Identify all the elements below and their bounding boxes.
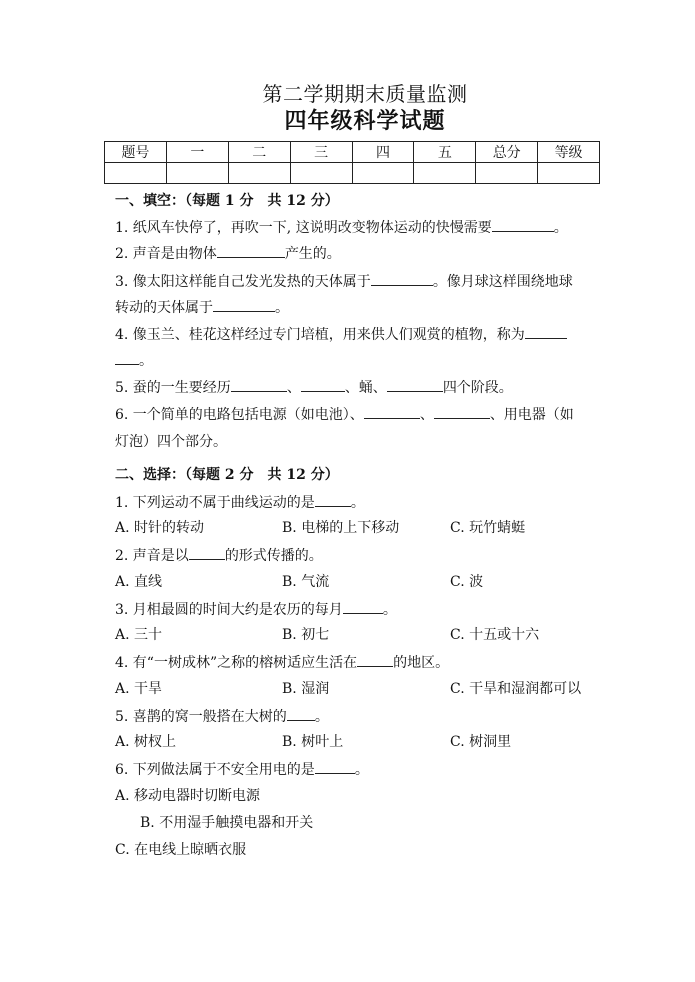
option-c[interactable]: C. 波 <box>450 574 484 590</box>
fill-question-2 <box>115 243 341 264</box>
score-header-cell: 等级 <box>538 142 600 163</box>
answer-blank[interactable] <box>364 404 420 419</box>
question-text: 。 <box>139 353 153 369</box>
score-header-cell: 二 <box>228 142 290 163</box>
choice-question-1 <box>115 492 365 513</box>
fill-question-4 <box>115 324 567 345</box>
section-1-heading: 一、填空：（每题 1 分 共 12 分） <box>115 193 339 209</box>
exam-title: 第二学期期末质量监测 <box>262 82 468 106</box>
score-header-cell: 一 <box>166 142 228 163</box>
option-a[interactable]: A. 移动电器时切断电源 <box>115 788 261 804</box>
question-text: 。像月球这样围绕地球 <box>432 274 573 290</box>
fill-question-1 <box>115 217 568 238</box>
score-table-header-row <box>105 142 600 163</box>
choice-question-3 <box>115 599 397 620</box>
question-text: 、 <box>286 380 301 396</box>
question-text: 3. 像太阳这样能自己发光发热的天体属于 <box>115 274 371 290</box>
section-2-heading: 二、选择：（每题 2 分 共 12 分） <box>115 467 339 483</box>
option-c[interactable]: C. 在电线上晾晒衣服 <box>115 842 247 858</box>
question-text: 4. 像玉兰、桂花这样经过专门培植，用来供人们观赏的植物，称为 <box>115 327 525 343</box>
score-table-entry-row <box>105 163 600 184</box>
question-text: 、用电器（如 <box>489 407 574 423</box>
answer-blank[interactable] <box>343 599 383 614</box>
question-text: 。 <box>553 220 568 236</box>
choice-question-2 <box>115 545 323 566</box>
question-text: 1. 纸风车快停了，再吹一下, 这说明改变物体运动的快慢需要 <box>115 220 492 236</box>
question-text: 的形式传播的。 <box>224 548 323 564</box>
question-text: 1. 下列运动不属于曲线运动的是 <box>115 495 315 511</box>
option-c[interactable]: C. 十五或十六 <box>450 627 540 643</box>
score-entry-cell[interactable] <box>105 163 167 184</box>
question-text: 5. 喜鹊的窝一般搭在大树的 <box>115 709 287 725</box>
fill-question-4-cont <box>115 350 153 371</box>
option-b[interactable]: B. 树叶上 <box>282 734 344 750</box>
option-a[interactable]: A. 三十 <box>115 627 163 643</box>
fill-question-3 <box>115 271 573 292</box>
score-header-cell: 五 <box>414 142 476 163</box>
question-text: 6. 下列做法属于不安全用电的是 <box>115 762 315 778</box>
option-a[interactable]: A. 直线 <box>115 574 163 590</box>
option-b[interactable]: B. 初七 <box>282 627 330 643</box>
option-b[interactable]: B. 湿润 <box>282 681 330 697</box>
score-header-cell: 三 <box>290 142 352 163</box>
score-entry-cell[interactable] <box>352 163 414 184</box>
option-a[interactable]: A. 树杈上 <box>115 734 177 750</box>
option-b[interactable]: B. 电梯的上下移动 <box>282 520 400 536</box>
question-text: 。 <box>314 709 329 725</box>
answer-blank[interactable] <box>357 652 393 667</box>
score-entry-cell[interactable] <box>414 163 476 184</box>
question-text: 。 <box>275 300 289 316</box>
question-text: 2. 声音是由物体 <box>115 246 217 262</box>
question-text: 、 <box>419 407 434 423</box>
option-b[interactable]: B. 不用湿手触摸电器和开关 <box>140 815 314 831</box>
answer-blank[interactable] <box>492 217 554 232</box>
answer-blank[interactable] <box>189 545 225 560</box>
question-text: 6. 一个简单的电路包括电源（如电池）、 <box>115 407 364 423</box>
answer-blank[interactable] <box>315 759 355 774</box>
score-entry-cell[interactable] <box>476 163 538 184</box>
option-a[interactable]: A. 干旱 <box>115 681 163 697</box>
question-text: 、蛹、 <box>344 380 387 396</box>
question-text: 产生的。 <box>284 246 341 262</box>
question-text: 。 <box>354 762 369 778</box>
question-text: 。 <box>350 495 365 511</box>
score-header-cell: 总分 <box>476 142 538 163</box>
score-entry-cell[interactable] <box>166 163 228 184</box>
answer-blank[interactable] <box>231 377 287 392</box>
answer-blank[interactable] <box>217 243 285 258</box>
fill-question-5 <box>115 377 513 398</box>
answer-blank[interactable] <box>287 706 315 721</box>
question-text: 。 <box>382 602 397 618</box>
score-header-cell: 题号 <box>105 142 167 163</box>
answer-blank[interactable] <box>115 350 139 365</box>
question-text: 2. 声音是以 <box>115 548 189 564</box>
question-text: 5. 蚕的一生要经历 <box>115 380 231 396</box>
option-c[interactable]: C. 玩竹蜻蜓 <box>450 520 526 536</box>
score-header-cell: 四 <box>352 142 414 163</box>
answer-blank[interactable] <box>315 492 351 507</box>
score-entry-cell[interactable] <box>290 163 352 184</box>
answer-blank[interactable] <box>371 271 433 286</box>
choice-question-5 <box>115 706 329 727</box>
option-c[interactable]: C. 树洞里 <box>450 734 512 750</box>
fill-question-6-cont: 灯泡）四个部分。 <box>115 434 227 450</box>
fill-question-6 <box>115 404 574 425</box>
answer-blank[interactable] <box>213 297 275 312</box>
choice-question-4 <box>115 652 449 673</box>
option-c[interactable]: C. 干旱和湿润都可以 <box>450 681 582 697</box>
answer-blank[interactable] <box>525 324 567 339</box>
question-text: 四个阶段。 <box>442 380 513 396</box>
question-text: 转动的天体属于 <box>115 300 213 316</box>
answer-blank[interactable] <box>387 377 443 392</box>
question-text: 4. 有“一树成林”之称的榕树适应生活在 <box>115 655 358 671</box>
question-text: 3. 月相最圆的时间大约是农历的每月 <box>115 602 343 618</box>
score-table <box>104 141 600 184</box>
score-entry-cell[interactable] <box>538 163 600 184</box>
answer-blank[interactable] <box>301 377 345 392</box>
answer-blank[interactable] <box>434 404 490 419</box>
exam-subtitle: 四年级科学试题 <box>284 108 446 134</box>
score-entry-cell[interactable] <box>228 163 290 184</box>
option-b[interactable]: B. 气流 <box>282 574 330 590</box>
fill-question-3-cont <box>115 297 289 318</box>
question-text: 的地区。 <box>393 655 450 671</box>
option-a[interactable]: A. 时针的转动 <box>115 520 205 536</box>
choice-question-6 <box>115 759 369 780</box>
